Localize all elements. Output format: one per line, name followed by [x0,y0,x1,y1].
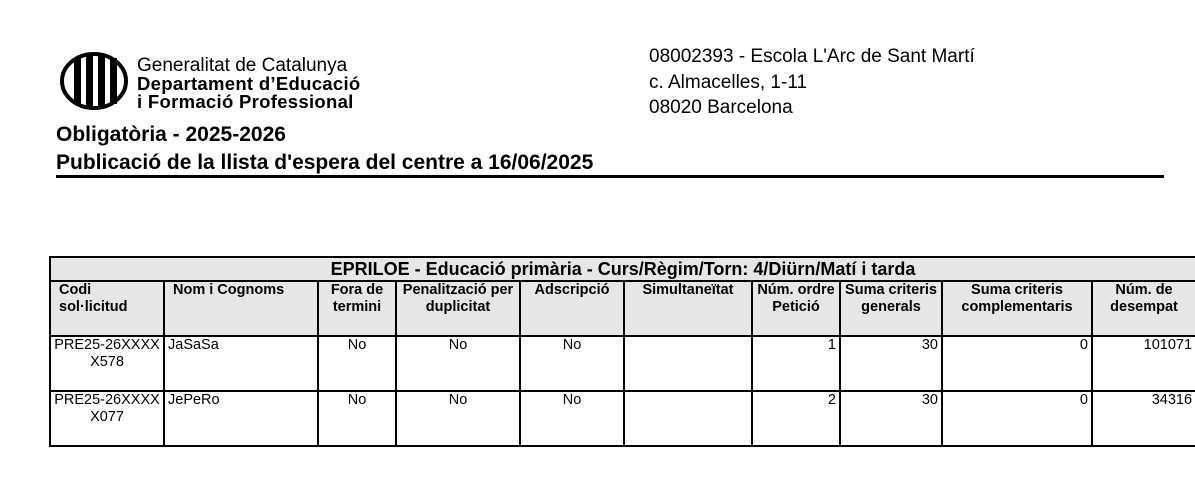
generalitat-logo [60,52,128,110]
cell-num-ordre: 1 [752,336,840,391]
cell-adscripcio: No [520,336,624,391]
cell-desempat: 34316 [1092,391,1195,446]
waiting-list-table [49,256,1195,447]
school-street: c. Almacelles, 1-11 [649,71,808,93]
cell-criteris-complementaris: 0 [942,336,1092,391]
org-line-2: Departament d’Educació [137,73,361,94]
col-header-penalitzacio: Penalització per duplicitat [396,281,520,336]
col-header-criteris-complementaris: Suma criteris complementaris [942,281,1092,336]
col-header-simultaneitat: Simultaneïtat [624,281,752,336]
org-line-3: i Formació Professional [137,91,354,112]
cell-nom: JaSaSa [164,336,318,391]
cell-simultaneitat [624,391,752,446]
title-line-2: Publicació de la llista d'espera del centre a 16/06/2025 [56,151,594,174]
col-header-fora-termini: Fora de termini [318,281,396,336]
school-code-name: 08002393 - Escola L'Arc de Sant Martí [649,46,975,67]
cell-desempat: 101071 [1092,336,1195,391]
cell-criteris-generals: 30 [840,391,942,446]
col-header-criteris-generals: Suma criteris generals [840,281,942,336]
col-header-num-ordre: Núm. ordre Petició [752,281,840,336]
col-header-nom: Nom i Cognoms [164,281,318,336]
school-city: 08020 Barcelona [649,97,793,118]
table-row [50,336,1195,391]
cell-codi: PRE25-26XXXXX578 [50,336,164,391]
title-line-1: Obligatòria - 2025-2026 [56,123,286,146]
col-header-adscripcio: Adscripció [520,281,624,336]
cell-simultaneitat [624,336,752,391]
title-divider [56,175,1164,178]
org-line-1: Generalitat de Catalunya [137,55,348,76]
col-header-desempat: Núm. de desempat [1092,281,1195,336]
cell-nom: JePeRo [164,391,318,446]
cell-codi: PRE25-26XXXXX077 [50,391,164,446]
page-title [56,121,593,177]
school-address [649,44,975,121]
table-row [50,391,1195,446]
table-header-row [50,281,1195,336]
cell-criteris-generals: 30 [840,336,942,391]
cell-fora-termini: No [318,391,396,446]
col-header-codi: Codi sol·licitud [50,281,164,336]
cell-penalitzacio: No [396,391,520,446]
cell-num-ordre: 2 [752,391,840,446]
organization-name [137,57,361,111]
cell-criteris-complementaris: 0 [942,391,1092,446]
cell-penalitzacio: No [396,336,520,391]
cell-fora-termini: No [318,336,396,391]
table-caption: EPRILOE - Educació primària - Curs/Règim/Torn: 4/Diürn/Matí i tarda [50,257,1195,281]
cell-adscripcio: No [520,391,624,446]
